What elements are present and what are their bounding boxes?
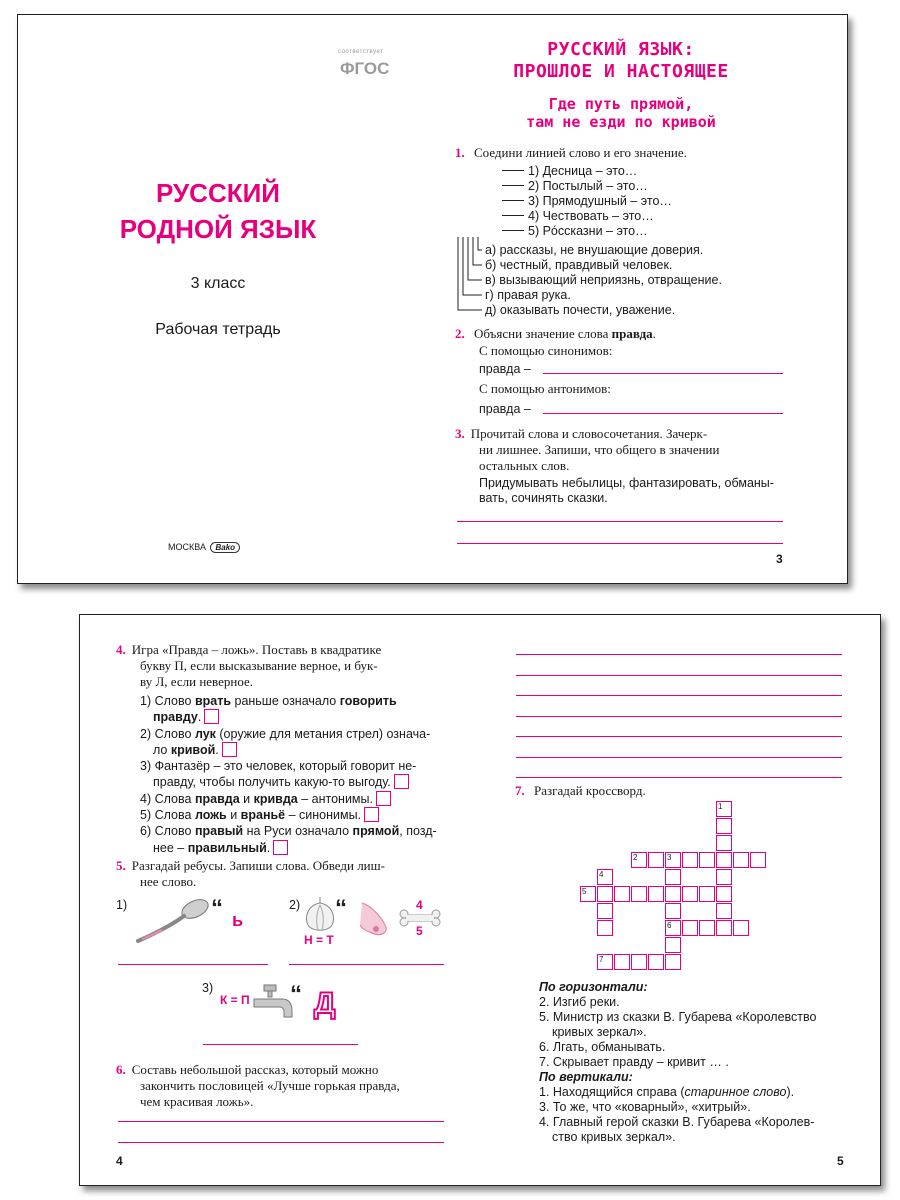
section-heading-line1: Где путь прямой, bbox=[548, 95, 694, 113]
task5-number: 5. bbox=[116, 858, 126, 873]
writing-line[interactable] bbox=[516, 716, 842, 717]
task3-words-line2: вать, сочинять сказки. bbox=[479, 491, 608, 505]
writing-line[interactable] bbox=[516, 777, 842, 778]
down-clue-3: 3. То же, что «коварный», «хитрый». bbox=[539, 1100, 751, 1114]
answer-box-2[interactable] bbox=[222, 742, 237, 757]
task4-item-2-cont: ло кривой. bbox=[140, 742, 450, 758]
page-number-5: 5 bbox=[837, 1154, 844, 1168]
task5-line2: нее слово. bbox=[140, 874, 197, 889]
crossword-cell[interactable] bbox=[614, 954, 630, 970]
rebus3-letter: Д bbox=[314, 987, 336, 1020]
meaning-c: в) вызывающий неприязнь, отвращение. bbox=[485, 273, 722, 287]
publisher-city: МОСКВА bbox=[168, 542, 206, 552]
meaning-b: б) честный, правдивый человек. bbox=[485, 258, 673, 272]
nose-icon bbox=[356, 899, 392, 939]
task4-number: 4. bbox=[116, 642, 126, 657]
crossword-cell[interactable] bbox=[648, 954, 664, 970]
crossword-grid bbox=[580, 801, 780, 971]
word-4: 4) Чествовать – это… bbox=[528, 209, 654, 223]
task4-item-1: 1) Слово врать раньше означало говорить bbox=[140, 694, 397, 708]
task5-line1: Разгадай ребусы. Запиши слова. Обведи лиш- bbox=[131, 858, 385, 873]
crossword-number: 3 bbox=[667, 853, 672, 862]
meaning-a: а) рассказы, не внушающие доверия. bbox=[485, 243, 704, 257]
rebus3-quote: “ bbox=[290, 981, 302, 1008]
task6-number: 6. bbox=[116, 1062, 126, 1077]
across-clue-5-cont: кривых зеркал». bbox=[552, 1025, 647, 1039]
task6-text bbox=[116, 1062, 446, 1110]
task3-words-line1: Придумывать небылицы, фантазировать, обманы- bbox=[479, 476, 774, 490]
task3-answer-line-1[interactable] bbox=[457, 521, 783, 522]
rebus2-quote: “ bbox=[335, 895, 347, 922]
across-clue-7: 7. Скрывает правду – кривит … . bbox=[539, 1055, 729, 1069]
crossword-cell[interactable] bbox=[597, 886, 613, 902]
writing-line[interactable] bbox=[516, 695, 842, 696]
book-title bbox=[78, 175, 358, 247]
crossword-number: 4 bbox=[599, 870, 604, 879]
word-line bbox=[502, 194, 672, 209]
task4-item-3: 3) Фантазёр – это человек, который говорит не- bbox=[140, 759, 417, 774]
grade-label: 3 класс bbox=[190, 275, 246, 292]
answer-box-6[interactable] bbox=[273, 840, 288, 855]
meaning-e: д) оказывать почести, уважение. bbox=[485, 303, 676, 317]
crossword-number: 5 bbox=[582, 887, 587, 896]
crossword-cell[interactable] bbox=[682, 920, 698, 936]
task4-line1: Игра «Правда – ложь». Поставь в квадратике bbox=[131, 642, 382, 657]
down-clue-4: 4. Главный герой сказки В. Губарева «Королев- bbox=[539, 1115, 815, 1129]
task4-item-6: 6) Слово правый на Руси означало прямой, позд- bbox=[140, 824, 437, 839]
word-line bbox=[502, 164, 672, 179]
down-title: По вертикали: bbox=[539, 1070, 633, 1084]
antonyms-answer-label: правда – bbox=[479, 402, 531, 416]
writing-line[interactable] bbox=[516, 757, 842, 758]
task4-text bbox=[116, 642, 446, 690]
crossword-number: 7 bbox=[599, 955, 604, 964]
task6-line1: Составь небольшой рассказ, который можно bbox=[131, 1062, 379, 1077]
spread-pages-2-3 bbox=[17, 14, 848, 584]
crossword-cell[interactable] bbox=[716, 869, 732, 885]
synonyms-answer-label: правда – bbox=[479, 362, 531, 376]
task4-item-3-cont: правду, чтобы получить какую-то выгоду. bbox=[140, 774, 450, 790]
rebus1-quote: “ bbox=[211, 895, 223, 922]
spoon-icon bbox=[132, 897, 212, 947]
task7-header bbox=[515, 783, 646, 799]
word-line bbox=[502, 179, 672, 194]
task2-number: 2. bbox=[455, 326, 465, 341]
task3-line1: Прочитай слова и словосочетания. Зачерк- bbox=[470, 426, 708, 441]
page-number-4: 4 bbox=[116, 1154, 123, 1168]
across-clue-6: 6. Лгать, обманывать. bbox=[539, 1040, 666, 1054]
crossword-cell[interactable] bbox=[665, 937, 681, 953]
crossword-cell[interactable] bbox=[665, 886, 681, 902]
book-title-line2: РОДНОЙ ЯЗЫК bbox=[119, 214, 317, 244]
word-3: 3) Прямодушный – это… bbox=[528, 194, 672, 208]
task4-item-2: 2) Слово лук (оружие для метания стрел) означа- bbox=[140, 726, 431, 741]
rebus2-answer-line[interactable] bbox=[289, 964, 444, 965]
crossword-cell[interactable] bbox=[716, 835, 732, 851]
answer-box-1[interactable] bbox=[204, 709, 219, 724]
task4-line2: букву П, если высказывание верное, и бук- bbox=[140, 658, 378, 673]
answer-box-4[interactable] bbox=[376, 791, 391, 806]
answer-box-5[interactable] bbox=[364, 807, 379, 822]
crossword-cell[interactable] bbox=[716, 920, 732, 936]
word-5: 5) Рóссказни – это… bbox=[528, 224, 648, 238]
fgos-logo-arc: соответствует bbox=[338, 49, 384, 55]
publisher-logo: Bako bbox=[210, 542, 240, 553]
across-clue-2: 2. Изгиб реки. bbox=[539, 995, 620, 1009]
task4-line3: ву Л, если неверное. bbox=[140, 674, 254, 689]
crossword-clues bbox=[539, 980, 849, 1145]
crossword-cell[interactable] bbox=[648, 852, 664, 868]
fgos-logo-text: ФГОС bbox=[340, 59, 390, 78]
publisher bbox=[168, 542, 240, 553]
task1-meanings bbox=[485, 243, 722, 318]
writing-line[interactable] bbox=[516, 736, 842, 737]
crossword-cell[interactable] bbox=[597, 903, 613, 919]
fgos-logo bbox=[334, 47, 390, 87]
crossword-cell[interactable] bbox=[750, 852, 766, 868]
crossword-cell[interactable] bbox=[597, 920, 613, 936]
crossword-cell[interactable] bbox=[716, 903, 732, 919]
task3-words bbox=[479, 476, 774, 506]
task1-number: 1. bbox=[455, 145, 465, 160]
rebus3-equation: К = П bbox=[220, 993, 250, 1007]
down-clue-1: 1. Находящийся справа (старинное слово). bbox=[539, 1085, 795, 1099]
crossword-cell[interactable] bbox=[716, 852, 732, 868]
garlic-icon bbox=[302, 895, 338, 935]
task2-word: правда bbox=[611, 326, 653, 341]
rebus3-answer-line[interactable] bbox=[203, 1044, 358, 1045]
task2-period: . bbox=[652, 326, 656, 341]
word-1: 1) Десница – это… bbox=[528, 164, 638, 178]
crossword-cell[interactable] bbox=[648, 886, 664, 902]
rebus2-top-number: 4 bbox=[416, 898, 423, 912]
rebus2-number: 2) bbox=[289, 898, 301, 912]
crossword-cell[interactable] bbox=[682, 852, 698, 868]
crossword-cell[interactable] bbox=[665, 869, 681, 885]
task1-header bbox=[455, 145, 687, 161]
task1-text: Соедини линией слово и его значение. bbox=[474, 145, 687, 160]
section-heading-line2: там не езди по кривой bbox=[526, 113, 716, 131]
rebus1-number: 1) bbox=[116, 898, 128, 912]
task6-answer-line-2[interactable] bbox=[118, 1142, 444, 1143]
crossword-cell[interactable] bbox=[614, 886, 630, 902]
task3-answer-line-2[interactable] bbox=[457, 543, 783, 544]
task4-item-6-cont: нее – правильный. bbox=[140, 840, 450, 856]
rebus2-equation: Н = Т bbox=[304, 933, 334, 947]
task6-answer-line-1[interactable] bbox=[118, 1121, 444, 1122]
rebus3-number: 3) bbox=[202, 981, 214, 995]
crossword-cell[interactable] bbox=[699, 920, 715, 936]
crossword-cell[interactable] bbox=[716, 886, 732, 902]
crossword-cell[interactable] bbox=[631, 886, 647, 902]
word-2: 2) Постылый – это… bbox=[528, 179, 648, 193]
crossword-cell[interactable] bbox=[682, 886, 698, 902]
crossword-number: 1 bbox=[718, 802, 723, 811]
crossword-cell[interactable] bbox=[665, 954, 681, 970]
task7-text: Разгадай кроссворд. bbox=[534, 783, 646, 798]
task3-line2: ни лишнее. Запиши, что общего в значении bbox=[479, 442, 720, 457]
synonyms-label: С помощью синонимов: bbox=[479, 343, 613, 358]
rebus1-letter: ь bbox=[232, 910, 244, 930]
down-clue-4-cont: ство кривых зеркал». bbox=[552, 1130, 676, 1144]
synonyms-answer-line[interactable] bbox=[543, 373, 783, 374]
task6-line3: чем красивая ложь». bbox=[140, 1094, 254, 1109]
workbook-label: Рабочая тетрадь bbox=[155, 321, 281, 338]
writing-line[interactable] bbox=[516, 654, 842, 655]
crossword-cell[interactable] bbox=[699, 852, 715, 868]
crossword-cell[interactable] bbox=[733, 852, 749, 868]
crossword-number: 2 bbox=[633, 853, 638, 862]
task4-item-1-cont: правду. bbox=[140, 709, 450, 725]
task3-text bbox=[455, 426, 795, 474]
task3-line3: остальных слов. bbox=[479, 458, 570, 473]
task4-item-4: 4) Слова правда и кривда – антонимы. bbox=[140, 791, 450, 807]
rebus2-bottom-number: 5 bbox=[416, 924, 423, 938]
answer-box-3[interactable] bbox=[394, 774, 409, 789]
word-line bbox=[502, 224, 672, 239]
crossword-number: 6 bbox=[667, 921, 672, 930]
crossword-cell[interactable] bbox=[699, 886, 715, 902]
book-title-line1: РУССКИЙ bbox=[156, 178, 280, 208]
crossword-cell[interactable] bbox=[716, 818, 732, 834]
antonyms-answer-line[interactable] bbox=[543, 413, 783, 414]
crossword-cell[interactable] bbox=[631, 954, 647, 970]
page-number-3: 3 bbox=[776, 552, 783, 566]
task1-words bbox=[502, 164, 672, 239]
task7-number: 7. bbox=[515, 783, 525, 798]
section-title bbox=[456, 39, 786, 83]
task3-number: 3. bbox=[455, 426, 465, 441]
rebus1-answer-line[interactable] bbox=[118, 964, 268, 965]
crossword-cell[interactable] bbox=[665, 903, 681, 919]
spread-pages-4-5 bbox=[79, 614, 881, 1186]
word-line bbox=[502, 209, 672, 224]
task4-item-5: 5) Слова ложь и враньё – синонимы. bbox=[140, 807, 450, 823]
crossword-cell[interactable] bbox=[733, 920, 749, 936]
writing-line[interactable] bbox=[516, 675, 842, 676]
across-title: По горизонтали: bbox=[539, 980, 648, 994]
task2-header bbox=[455, 326, 656, 342]
task2-text: Объясни значение слова bbox=[474, 326, 612, 341]
section-heading bbox=[456, 95, 786, 131]
task1-bracket-lines bbox=[454, 235, 484, 315]
across-clue-5: 5. Министр из сказки В. Губарева «Королевство bbox=[539, 1010, 817, 1024]
meaning-d: г) правая рука. bbox=[485, 288, 571, 302]
task4-items bbox=[140, 693, 450, 856]
section-title-line1: РУССКИЙ ЯЗЫК: bbox=[547, 39, 695, 60]
section-title-line2: ПРОШЛОЕ И НАСТОЯЩЕЕ bbox=[513, 61, 729, 82]
task6-line2: закончить пословицей «Лучше горькая правда, bbox=[140, 1078, 400, 1093]
antonyms-label: С помощью антонимов: bbox=[479, 381, 611, 396]
task5-text bbox=[116, 858, 446, 890]
